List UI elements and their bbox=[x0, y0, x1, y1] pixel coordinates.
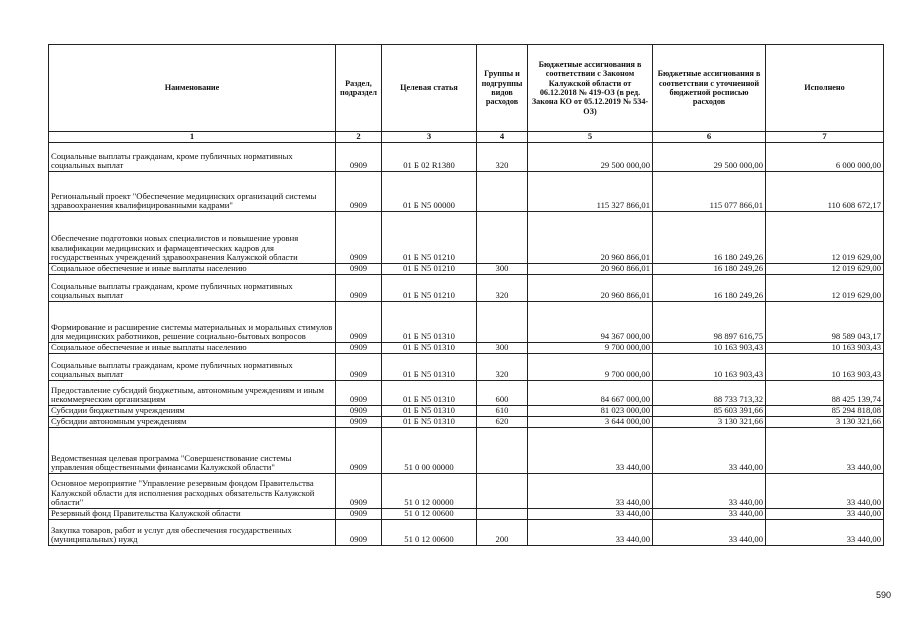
cell-budget-law: 33 440,00 bbox=[528, 509, 653, 520]
cell-group bbox=[477, 428, 528, 474]
header-budget-law: Бюджетные ассигнования в соответствии с Законом Калужской области от 06.12.2018 № 419-ОЗ (в ред. Закона КО от 05.12.2019 № 534-ОЗ) bbox=[528, 45, 653, 132]
cell-section: 0909 bbox=[336, 264, 382, 275]
cell-budget-law: 94 367 000,00 bbox=[528, 302, 653, 343]
cell-executed: 88 425 139,74 bbox=[766, 381, 884, 406]
cell-section: 0909 bbox=[336, 302, 382, 343]
cell-budget-law: 81 023 000,00 bbox=[528, 406, 653, 417]
table-row bbox=[49, 354, 884, 381]
cell-section: 0909 bbox=[336, 474, 382, 509]
header-name: Наименование bbox=[49, 45, 336, 132]
cell-budget-refined: 115 077 866,01 bbox=[653, 172, 766, 212]
table-row bbox=[49, 275, 884, 302]
table-row bbox=[49, 417, 884, 428]
header-row bbox=[49, 45, 884, 132]
column-number: 1 bbox=[49, 132, 336, 143]
cell-name: Ведомственная целевая программа "Совершенствование системы управления общественными финансами Калужской области" bbox=[49, 428, 336, 474]
cell-target: 01 Б N5 01310 bbox=[382, 417, 477, 428]
cell-name: Социальные выплаты гражданам, кроме публичных нормативных социальных выплат bbox=[49, 354, 336, 381]
cell-executed: 10 163 903,43 bbox=[766, 354, 884, 381]
table-row bbox=[49, 172, 884, 212]
cell-section: 0909 bbox=[336, 509, 382, 520]
cell-name: Региональный проект "Обеспечение медицинских организаций системы здравоохранения квалифицированными кадрами" bbox=[49, 172, 336, 212]
cell-target: 51 0 12 00600 bbox=[382, 509, 477, 520]
header-executed: Исполнено bbox=[766, 45, 884, 132]
cell-name: Социальные выплаты гражданам, кроме публичных нормативных социальных выплат bbox=[49, 143, 336, 172]
cell-executed: 110 608 672,17 bbox=[766, 172, 884, 212]
cell-group: 300 bbox=[477, 264, 528, 275]
cell-group bbox=[477, 302, 528, 343]
cell-section: 0909 bbox=[336, 343, 382, 354]
cell-executed: 12 019 629,00 bbox=[766, 264, 884, 275]
cell-budget-law: 33 440,00 bbox=[528, 520, 653, 546]
header-target: Целевая статья bbox=[382, 45, 477, 132]
cell-budget-refined: 85 603 391,66 bbox=[653, 406, 766, 417]
table-row bbox=[49, 406, 884, 417]
header-group: Группы и подгруппы видов расходов bbox=[477, 45, 528, 132]
cell-executed: 33 440,00 bbox=[766, 474, 884, 509]
cell-budget-refined: 10 163 903,43 bbox=[653, 354, 766, 381]
column-number: 7 bbox=[766, 132, 884, 143]
cell-group bbox=[477, 172, 528, 212]
page-number: 590 bbox=[875, 590, 891, 600]
cell-target: 01 Б N5 01210 bbox=[382, 264, 477, 275]
cell-name: Резервный фонд Правительства Калужской области bbox=[49, 509, 336, 520]
cell-name: Обеспечение подготовки новых специалистов и повышение уровня квалификации медицинских и фармацевтических кадров для государственных учреждений здравоохранения Калужской области bbox=[49, 212, 336, 264]
cell-budget-law: 20 960 866,01 bbox=[528, 212, 653, 264]
budget-table-sheet bbox=[48, 44, 883, 546]
cell-group: 620 bbox=[477, 417, 528, 428]
table-row bbox=[49, 264, 884, 275]
cell-budget-refined: 88 733 713,32 bbox=[653, 381, 766, 406]
cell-budget-refined: 98 897 616,75 bbox=[653, 302, 766, 343]
cell-budget-law: 9 700 000,00 bbox=[528, 343, 653, 354]
cell-section: 0909 bbox=[336, 143, 382, 172]
cell-executed: 33 440,00 bbox=[766, 509, 884, 520]
column-number: 2 bbox=[336, 132, 382, 143]
cell-executed: 12 019 629,00 bbox=[766, 275, 884, 302]
cell-budget-refined: 33 440,00 bbox=[653, 428, 766, 474]
cell-group bbox=[477, 474, 528, 509]
cell-group: 610 bbox=[477, 406, 528, 417]
cell-section: 0909 bbox=[336, 212, 382, 264]
column-number: 6 bbox=[653, 132, 766, 143]
table-row bbox=[49, 212, 884, 264]
cell-executed: 85 294 818,08 bbox=[766, 406, 884, 417]
cell-executed: 6 000 000,00 bbox=[766, 143, 884, 172]
cell-target: 51 0 12 00000 bbox=[382, 474, 477, 509]
cell-name: Формирование и расширение системы материальных и моральных стимулов для медицинских работников, решение социально-бытовых вопросов bbox=[49, 302, 336, 343]
cell-group: 200 bbox=[477, 520, 528, 546]
cell-executed: 3 130 321,66 bbox=[766, 417, 884, 428]
cell-budget-refined: 16 180 249,26 bbox=[653, 264, 766, 275]
cell-group: 320 bbox=[477, 354, 528, 381]
cell-group: 320 bbox=[477, 143, 528, 172]
cell-name: Предоставление субсидий бюджетным, автономным учреждениям и иным некоммерческим организациям bbox=[49, 381, 336, 406]
column-number-row bbox=[49, 132, 884, 143]
cell-budget-law: 33 440,00 bbox=[528, 474, 653, 509]
cell-target: 01 Б N5 01310 bbox=[382, 343, 477, 354]
cell-budget-law: 84 667 000,00 bbox=[528, 381, 653, 406]
cell-budget-refined: 10 163 903,43 bbox=[653, 343, 766, 354]
cell-section: 0909 bbox=[336, 381, 382, 406]
cell-target: 01 Б N5 01310 bbox=[382, 381, 477, 406]
cell-budget-refined: 33 440,00 bbox=[653, 520, 766, 546]
cell-group bbox=[477, 509, 528, 520]
cell-executed: 33 440,00 bbox=[766, 520, 884, 546]
cell-budget-law: 20 960 866,01 bbox=[528, 264, 653, 275]
cell-budget-refined: 33 440,00 bbox=[653, 474, 766, 509]
cell-section: 0909 bbox=[336, 520, 382, 546]
cell-target: 01 Б N5 00000 bbox=[382, 172, 477, 212]
cell-section: 0909 bbox=[336, 354, 382, 381]
cell-budget-law: 29 500 000,00 bbox=[528, 143, 653, 172]
cell-group: 300 bbox=[477, 343, 528, 354]
cell-name: Социальное обеспечение и иные выплаты населению bbox=[49, 264, 336, 275]
table-row bbox=[49, 520, 884, 546]
cell-target: 01 Б N5 01210 bbox=[382, 275, 477, 302]
cell-budget-refined: 33 440,00 bbox=[653, 509, 766, 520]
header-section: Раздел, подраздел bbox=[336, 45, 382, 132]
cell-target: 01 Б N5 01310 bbox=[382, 302, 477, 343]
cell-group bbox=[477, 212, 528, 264]
cell-section: 0909 bbox=[336, 428, 382, 474]
cell-executed: 10 163 903,43 bbox=[766, 343, 884, 354]
cell-target: 01 Б N5 01310 bbox=[382, 406, 477, 417]
cell-name: Социальные выплаты гражданам, кроме публичных нормативных социальных выплат bbox=[49, 275, 336, 302]
cell-name: Субсидии автономным учреждениям bbox=[49, 417, 336, 428]
cell-budget-refined: 3 130 321,66 bbox=[653, 417, 766, 428]
table-row bbox=[49, 509, 884, 520]
cell-target: 01 Б 02 R1380 bbox=[382, 143, 477, 172]
table-row bbox=[49, 143, 884, 172]
cell-budget-refined: 29 500 000,00 bbox=[653, 143, 766, 172]
header-budget-refined: Бюджетные ассигнования в соответствии с уточненной бюджетной росписью расходов bbox=[653, 45, 766, 132]
budget-table bbox=[48, 44, 884, 546]
cell-section: 0909 bbox=[336, 275, 382, 302]
cell-name: Закупка товаров, работ и услуг для обеспечения государственных (муниципальных) нужд bbox=[49, 520, 336, 546]
cell-budget-law: 3 644 000,00 bbox=[528, 417, 653, 428]
cell-section: 0909 bbox=[336, 417, 382, 428]
cell-target: 51 0 00 00000 bbox=[382, 428, 477, 474]
cell-name: Субсидии бюджетным учреждениям bbox=[49, 406, 336, 417]
cell-executed: 33 440,00 bbox=[766, 428, 884, 474]
cell-group: 320 bbox=[477, 275, 528, 302]
column-number: 3 bbox=[382, 132, 477, 143]
cell-name: Социальное обеспечение и иные выплаты населению bbox=[49, 343, 336, 354]
table-row bbox=[49, 474, 884, 509]
cell-budget-law: 33 440,00 bbox=[528, 428, 653, 474]
column-number: 5 bbox=[528, 132, 653, 143]
cell-name: Основное мероприятие "Управление резервным фондом Правительства Калужской области для исполнения расходных обязательств Калужской области" bbox=[49, 474, 336, 509]
cell-group: 600 bbox=[477, 381, 528, 406]
cell-target: 01 Б N5 01310 bbox=[382, 354, 477, 381]
cell-budget-refined: 16 180 249,26 bbox=[653, 212, 766, 264]
cell-budget-law: 115 327 866,01 bbox=[528, 172, 653, 212]
cell-executed: 12 019 629,00 bbox=[766, 212, 884, 264]
cell-executed: 98 589 043,17 bbox=[766, 302, 884, 343]
column-number: 4 bbox=[477, 132, 528, 143]
cell-budget-refined: 16 180 249,26 bbox=[653, 275, 766, 302]
table-row bbox=[49, 343, 884, 354]
cell-budget-law: 20 960 866,01 bbox=[528, 275, 653, 302]
cell-target: 51 0 12 00600 bbox=[382, 520, 477, 546]
table-row bbox=[49, 302, 884, 343]
cell-section: 0909 bbox=[336, 406, 382, 417]
table-row bbox=[49, 428, 884, 474]
table-row bbox=[49, 381, 884, 406]
cell-section: 0909 bbox=[336, 172, 382, 212]
cell-target: 01 Б N5 01210 bbox=[382, 212, 477, 264]
cell-budget-law: 9 700 000,00 bbox=[528, 354, 653, 381]
